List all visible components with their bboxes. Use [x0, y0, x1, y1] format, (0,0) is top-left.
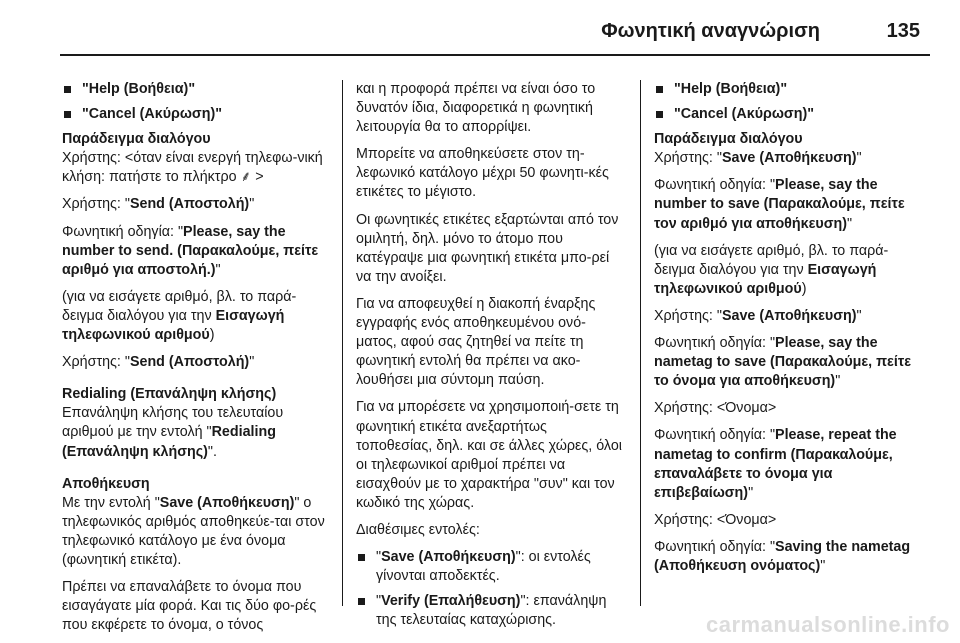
column-2 — [356, 80, 626, 636]
dialog-example-heading: Παράδειγμα διαλόγου — [62, 131, 211, 148]
enter-number-link: Εισαγωγή τηλεφωνικού αριθμού — [62, 307, 285, 344]
cancel-command-bullet: "Cancel (Ακύρωση)" — [62, 105, 328, 124]
dialog-line-user-save-2: Χρήστης: "Save (Αποθήκευση)" — [654, 307, 862, 324]
watermark: carmanualsonline.info — [706, 612, 950, 637]
dialog-line-user-name-2: Χρήστης: <Όνομα> — [654, 511, 777, 528]
enter-number-note: (για να εισάγετε αριθμό, βλ. το παρά‐δειγμα διαλόγου για την Εισαγωγή τηλεφωνικού αριθμού) — [62, 288, 297, 344]
dialog-line-user-save: Χρήστης: "Save (Αποθήκευση)" — [654, 150, 862, 167]
verify-command-bullet: "Verify (Επαλήθευση)": επανάληψη της τελευταίας καταχώρισης. — [356, 592, 626, 630]
dialog-line-voice-saving: Φωνητική οδηγία: "Saving the nametag (Αποθήκευση ονόματος)" — [654, 538, 911, 574]
cancel-command-bullet-2: "Cancel (Ακύρωση)" — [654, 105, 926, 124]
help-command-bullet-2: "Help (Βοήθεια)" — [654, 80, 926, 99]
redial-command: Redialing (Επανάληψη κλήσης) — [62, 424, 276, 460]
redial-heading: Redialing (Επανάληψη κλήσης) — [62, 386, 277, 403]
dialog-line-user-send: Χρήστης: "Send (Αποστολή)" — [62, 196, 255, 213]
column-divider-1 — [342, 80, 343, 606]
dialog-line-voice-number: Φωνητική οδηγία: "Please, say the number to save (Παρακαλούμε, πείτε τον αριθμό για αποθήκευση)" — [654, 177, 905, 232]
redial-text: Επανάληψη κλήσης του τελευταίου αριθμού με την εντολή "Redialing (Επανάληψη κλήσης)". — [62, 405, 284, 460]
dialog-line-user-name: Χρήστης: <Όνομα> — [654, 400, 777, 417]
save-command: Save (Αποθήκευση) — [159, 494, 295, 511]
paragraph-pronunciation: και η προφορά πρέπει να είναι όσο το δυνατόν ίδια, διαφορετικά η φωνητική λειτουργία θα το απορρίψει. — [356, 81, 596, 136]
available-commands-label: Διαθέσιμες εντολές: — [356, 521, 480, 538]
paragraph-pause: Για να αποφευχθεί η διακοπή έναρξης εγγραφής ενός αποθηκευμένου ονό‐ματος, αφού σας ζητηθεί να πείτε τη φωνητική εντολή θα πρέπει να ακο‐λουθήσει μια σύντομη παύση. — [356, 295, 596, 389]
dialog-line-user-call: Χρήστης: <όταν είναι ενεργή τηλεφω‐νική κλήση: πατήστε το πλήκτρο ⸙ > — [62, 150, 323, 186]
paragraph-country-code: Για να μπορέσετε να χρησιμοποιή‐σετε τη φωνητική ετικέτα ανεξαρτήτως τοποθεσίας, δηλ. και σε άλλες χώρες, όλοι οι τηλεφωνικοί αριθμοί πρέπει να εισαχθούν με το χαρακτήρα "συν" και τον κωδικό της χώρας. — [356, 399, 622, 511]
help-command-bullet: "Help (Βοήθεια)" — [62, 80, 328, 99]
page-title: Φωνητική αναγνώριση — [601, 20, 820, 42]
voice-prompt-text: Please, say the number to send. (Παρακαλούμε, πείτε αριθμό για αποστολή.) — [62, 223, 319, 278]
column-3 — [654, 80, 926, 584]
dialog-line-voice-nametag: Φωνητική οδηγία: "Please, say the nametag to save (Παρακαλούμε, πείτε το όνομα για αποθήκευση)" — [654, 335, 911, 390]
header-rule — [60, 54, 930, 56]
column-divider-2 — [640, 80, 641, 606]
save-heading: Αποθήκευση — [62, 475, 150, 492]
send-command: Send (Αποστολή) — [129, 196, 250, 213]
page-number: 135 — [886, 20, 920, 42]
dialog-line-voice-confirm: Φωνητική οδηγία: "Please, repeat the nametag to confirm (Παρακαλούμε, επαναλάβετε το όνομα για επιβεβαίωση)" — [654, 427, 897, 501]
dialog-line-user-send-2: Χρήστης: "Send (Αποστολή)" — [62, 354, 255, 371]
repeat-name-text: Πρέπει να επαναλάβετε το όνομα που εισαγάγατε μία φορά. Και τις δύο φο‐ρές που εκφέρετε το όνομα, ο τόνος — [62, 579, 317, 634]
save-text: Με την εντολή "Save (Αποθήκευση)" ο τηλεφωνικός αριθμός αποθηκεύε‐ται στον τηλεφωνικό κατάλογο με ένα όνομα (φωνητική ετικέτα). — [62, 494, 325, 568]
dialog-example-heading-2: Παράδειγμα διαλόγου — [654, 131, 803, 148]
save-command-bullet: "Save (Αποθήκευση)": οι εντολές γίνονται αποδεκτές. — [356, 548, 626, 586]
column-1 — [62, 80, 328, 643]
dialog-line-voice-prompt: Φωνητική οδηγία: "Please, say the number to send. (Παρακαλούμε, πείτε αριθμό για αποστολή.)" — [62, 223, 319, 278]
paragraph-speaker-dependent: Οι φωνητικές ετικέτες εξαρτώνται από τον ομιλητή, δηλ. μόνο το άτομο που κατέγραψε μια φωνητική ετικέτα μπο‐ρεί να την ανοίξει. — [356, 211, 619, 285]
paragraph-max-nametags: Μπορείτε να αποθηκεύσετε στον τη‐λεφωνικό κατάλογο μέχρι 50 φωνητι‐κές ετικέτες το μέγιστο. — [356, 146, 609, 201]
enter-number-note-2: (για να εισάγετε αριθμό, βλ. το παρά‐δειγμα διαλόγου για την Εισαγωγή τηλεφωνικού αριθμού) — [654, 242, 889, 297]
